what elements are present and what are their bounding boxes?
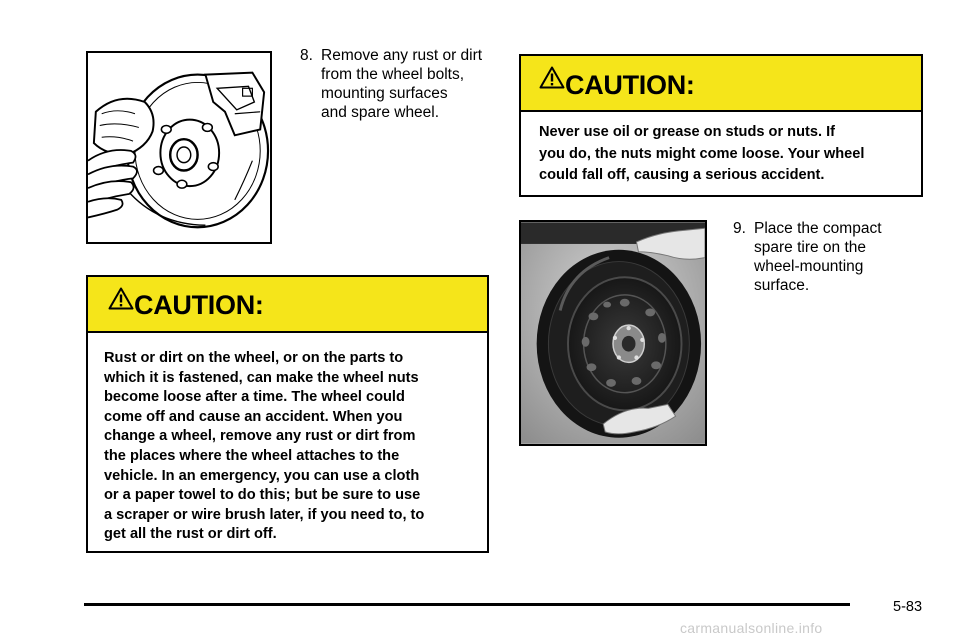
step-number: 8. bbox=[300, 47, 313, 64]
spare-tire-photo bbox=[521, 222, 705, 444]
caution-body: Rust or dirt on the wheel, or on the parts to which it is fastened, can make the wheel nuts become loose after a time. The wheel could come off and cause an accident. When you change a wheel, remove any rust or dirt from the places where the wheel attaches to the vehicle. In an emergency, you can use a cloth or a paper towel to do this; but be sure to use a scraper or wire brush later, if you need to, to get all the rust or dirt off. bbox=[104, 350, 425, 543]
caution-box-oil bbox=[519, 54, 923, 197]
warning-triangle-icon bbox=[108, 287, 134, 310]
caution-title: CAUTION: bbox=[134, 290, 264, 320]
step-8 bbox=[300, 46, 500, 122]
wheel-hub-illustration bbox=[88, 53, 270, 242]
spare-tire-figure bbox=[519, 220, 707, 446]
wheel-hub-cleaning-figure bbox=[86, 51, 272, 244]
footer-rule bbox=[84, 603, 850, 606]
step-text: Remove any rust or dirt from the wheel bolts, mounting surfaces and spare wheel. bbox=[321, 47, 483, 121]
step-text: Place the compact spare tire on the wheel-mounting surface. bbox=[754, 220, 882, 294]
caution-title: CAUTION: bbox=[565, 70, 695, 100]
watermark: carmanualsonline.info bbox=[680, 620, 823, 636]
step-number: 9. bbox=[733, 220, 746, 237]
caution-box-rust bbox=[86, 275, 489, 553]
warning-triangle-icon bbox=[539, 66, 565, 89]
page-number: 5-83 bbox=[893, 599, 923, 615]
caution-body: Never use oil or grease on studs or nuts. If you do, the nuts might come loose. Your wheel could fall off, causing a serious accident. bbox=[539, 124, 865, 183]
step-9 bbox=[733, 219, 933, 295]
caution-header bbox=[521, 56, 921, 112]
caution-header bbox=[88, 277, 487, 333]
